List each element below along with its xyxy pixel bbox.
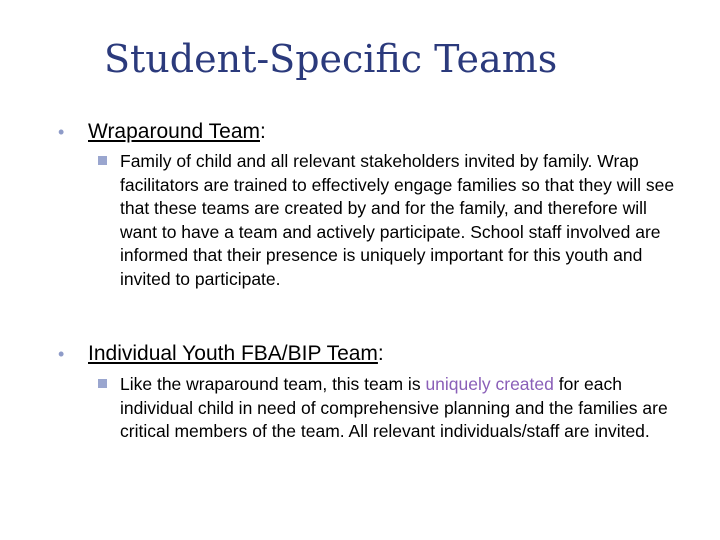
bullet-dot-icon: • xyxy=(58,344,65,364)
bullet-wraparound-team xyxy=(58,118,266,146)
slide-title: Student-Specific Teams xyxy=(104,37,558,81)
bullet-individual-youth-team xyxy=(58,340,384,368)
bullet-heading-suffix: : xyxy=(377,342,384,365)
bullet-dot-icon: • xyxy=(58,122,65,142)
sub-bullet-text-after: for each individual child in need of comprehensive planning and the families are critical members of the team. All relevant individuals/staff are invited. xyxy=(120,374,668,441)
sub-bullet-text-before: Like the wraparound team, this team is xyxy=(120,374,426,394)
bullet-heading: Individual Youth FBA/BIP Team xyxy=(88,342,378,365)
square-bullet-icon xyxy=(98,156,107,165)
sub-bullet-text xyxy=(120,373,688,444)
square-bullet-icon xyxy=(98,379,107,388)
sub-bullet-wraparound xyxy=(98,150,688,291)
bullet-heading: Wraparound Team xyxy=(88,120,260,143)
sub-bullet-text: Family of child and all relevant stakeholders invited by family. Wrap facilitators are trained to effectively engage families so that they will see that these teams are created by and for the family, and therefore will want to have a team and actively participate. School staff involved are informed that their presence is uniquely important for this youth and invited to participate. xyxy=(120,151,675,289)
bullet-heading-suffix: : xyxy=(260,120,266,143)
highlighted-phrase: uniquely created xyxy=(425,374,554,394)
sub-bullet-individual-youth xyxy=(98,373,688,444)
